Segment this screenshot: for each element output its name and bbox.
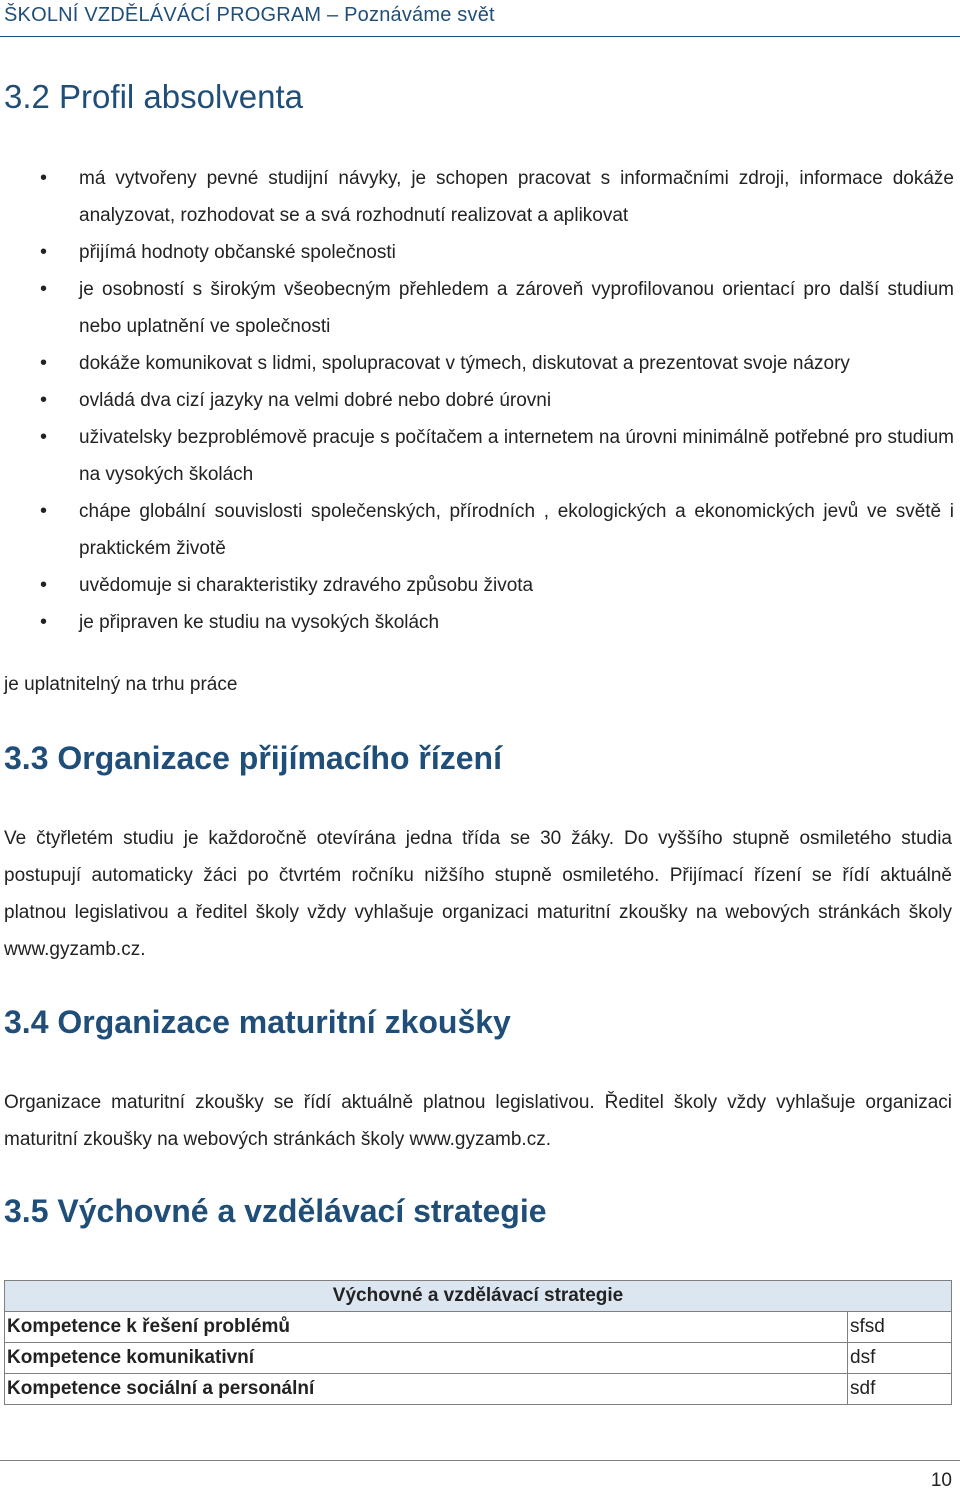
table-cell-value: sdf <box>848 1374 952 1405</box>
strategies-table <box>4 1280 952 1405</box>
page-number: 10 <box>930 1470 952 1491</box>
list-item: • uživatelsky bezproblémově pracuje s počítačem a internetem na úrovni minimálně potřebné pro studium na vysokých školách <box>0 419 960 493</box>
list-item: • uvědomuje si charakteristiky zdravého způsobu života <box>0 567 960 604</box>
table-cell-label: Kompetence sociální a personální <box>5 1374 848 1405</box>
profile-bullet-list <box>0 160 960 641</box>
table-cell-value: dsf <box>848 1343 952 1374</box>
footer-divider <box>0 1460 960 1461</box>
table-cell-label: Kompetence komunikativní <box>5 1343 848 1374</box>
list-item: • ovládá dva cizí jazyky na velmi dobré nebo dobré úrovni <box>0 382 960 419</box>
trailing-line: je uplatnitelný na trhu práce <box>4 674 238 695</box>
table-row <box>5 1374 952 1405</box>
list-item: • má vytvořeny pevné studijní návyky, je schopen pracovat s informačními zdroji, informace dokáže analyzovat, rozhodovat se a svá rozhodnutí realizovat a aplikovat <box>0 160 960 234</box>
table-cell-label: Kompetence k řešení problémů <box>5 1312 848 1343</box>
list-item: • chápe globální souvislosti společenských, přírodních , ekologických a ekonomických jevů ve světě i praktickém životě <box>0 493 960 567</box>
heading-organizace-prijimaciho-rizeni: 3.3 Organizace přijímacího řízení <box>4 740 502 776</box>
heading-profil-absolventa: 3.2 Profil absolventa <box>4 78 304 115</box>
paragraph-maturitni-zkouska: Organizace maturitní zkoušky se řídí aktuálně platnou legislativou. Ředitel školy vždy vyhlašuje organizaci maturitní zkoušky na webových stránkách školy www.gyzamb.cz. <box>4 1092 952 1150</box>
table-header-cell: Výchovné a vzdělávací strategie <box>5 1281 952 1312</box>
table-cell-value: sfsd <box>848 1312 952 1343</box>
running-header: ŠKOLNÍ VZDĚLÁVÁCÍ PROGRAM – Poznáváme svět <box>4 4 495 26</box>
heading-vychovne-strategie: 3.5 Výchovné a vzdělávací strategie <box>4 1193 547 1229</box>
list-item: • je osobností s širokým všeobecným přehledem a zároveň vyprofilovanou orientací pro další studium nebo uplatnění ve společnosti <box>0 271 960 345</box>
list-item: • je připraven ke studiu na vysokých školách <box>0 604 960 641</box>
table-row <box>5 1312 952 1343</box>
list-item: • přijímá hodnoty občanské společnosti <box>0 234 960 271</box>
table-row <box>5 1343 952 1374</box>
header-divider <box>0 36 960 37</box>
list-item: • dokáže komunikovat s lidmi, spolupracovat v týmech, diskutovat a prezentovat svoje názory <box>0 345 960 382</box>
table-header-row <box>5 1281 952 1312</box>
paragraph-prijimaci-rizeni: Ve čtyřletém studiu je každoročně otevírána jedna třída se 30 žáky. Do vyššího stupně osmiletého studia postupují automaticky žáci po čtvrtém ročníku nižšího stupně osmiletého. Přijímací řízení se řídí aktuálně platnou legislativou a ředitel školy vždy vyhlašuje organizaci maturitní zkoušky na webových stránkách školy www.gyzamb.cz. <box>4 828 952 960</box>
heading-organizace-maturitni-zkousky: 3.4 Organizace maturitní zkoušky <box>4 1004 511 1040</box>
